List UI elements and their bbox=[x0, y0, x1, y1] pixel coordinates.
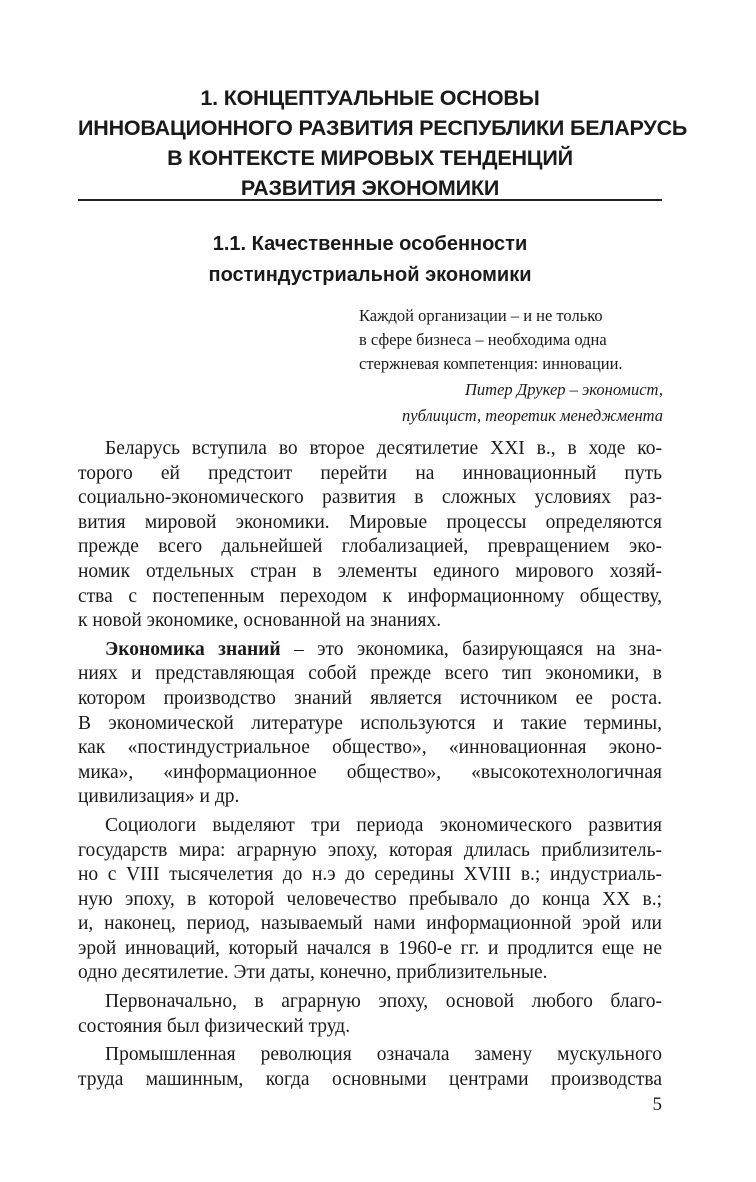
chapter-title bbox=[78, 83, 688, 203]
text-line: к новой экономике, основанной на знаниях. bbox=[78, 610, 442, 632]
text-line: как «постиндустриальное общество», «инновационная эконо- bbox=[78, 737, 662, 759]
text-line: прежде всего дальнейшей глобализацией, превращением эко- bbox=[78, 536, 662, 558]
paragraph bbox=[78, 638, 662, 810]
text-line: и, наконец, период, называемый нами информационной эрой или bbox=[78, 913, 662, 935]
text-line: В экономической литературе используются и такие термины, bbox=[78, 712, 662, 734]
text-line: ства с постепенным переходом к информационному обществу, bbox=[78, 585, 662, 607]
text-line: ниях и представляющая собой прежде всего тип экономики, в bbox=[78, 663, 662, 685]
text-fragment: – это экономика, базирующаяся на зна- bbox=[280, 638, 663, 660]
epigraph-quote-line: в сфере бизнеса – необходима одна bbox=[359, 330, 607, 349]
body-text bbox=[78, 437, 662, 1092]
paragraph bbox=[78, 990, 662, 1039]
text-line: эрой инноваций, который начался в 1960-е гг. и продлится еще не bbox=[78, 937, 662, 959]
epigraph-quote-line: Каждой организации – и не только bbox=[359, 306, 603, 325]
text-line: Беларусь вступила во второе десятилетие XXI в., в ходе ко- bbox=[105, 438, 662, 459]
text-line: государств мира: аграрную эпоху, которая длилась приблизитель- bbox=[78, 839, 662, 861]
paragraph bbox=[78, 814, 662, 986]
text-line: Промышленная революция означала замену мускульного bbox=[105, 1044, 662, 1066]
term-knowledge-economy: Экономика знаний bbox=[105, 638, 281, 660]
text-line: цивилизация» и др. bbox=[78, 786, 240, 808]
text-line: Первоначально, в аграрную эпоху, основой любого благо- bbox=[105, 991, 662, 1013]
text-line bbox=[78, 638, 662, 663]
chapter-title-line: 1. КОНЦЕПТУАЛЬНЫЕ ОСНОВЫ bbox=[200, 86, 540, 110]
epigraph-quote-line: стержневая компетенция: инновации. bbox=[359, 354, 623, 373]
text-line: одно десятилетие. Эти даты, конечно, приблизительные. bbox=[78, 962, 548, 984]
text-line: социально-экономического развития в сложных условиях раз- bbox=[78, 487, 662, 509]
section-title bbox=[78, 229, 662, 291]
chapter-title-line: РАЗВИТИЯ ЭКОНОМИКИ bbox=[240, 176, 500, 200]
title-divider bbox=[78, 199, 662, 201]
text-line: вития мировой экономики. Мировые процессы определяются bbox=[78, 511, 662, 533]
section-title-line: 1.1. Качественные особенности bbox=[212, 233, 528, 255]
text-line: Социологи выделяют три периода экономического развития bbox=[105, 814, 662, 836]
epigraph-author-line: Питер Друкер – экономист, bbox=[465, 380, 663, 399]
text-line: торого ей предстоит перейти на инновационный путь bbox=[78, 462, 662, 484]
page-number: 5 bbox=[652, 1094, 662, 1115]
text-line: мика», «информационное общество», «высокотехнологичная bbox=[78, 761, 662, 783]
paragraph bbox=[78, 437, 662, 634]
text-line: труда машинным, когда основными центрами производства bbox=[78, 1068, 662, 1090]
chapter-title-line: В КОНТЕКСТЕ МИРОВЫХ ТЕНДЕНЦИЙ bbox=[167, 146, 573, 170]
epigraph bbox=[359, 304, 663, 429]
section-title-line: постиндустриальной экономики bbox=[208, 264, 532, 286]
chapter-title-line: ИННОВАЦИОННОГО РАЗВИТИЯ РЕСПУБЛИКИ БЕЛАРУСЬ bbox=[78, 116, 688, 140]
text-line: но с VIII тысячелетия до н.э до середины XVIII в.; индустриаль- bbox=[78, 864, 662, 886]
text-line: котором производство знаний является источником ее роста. bbox=[78, 687, 662, 709]
text-line: номик отдельных стран в элементы единого мирового хозяй- bbox=[78, 560, 662, 582]
text-line: состояния был физический труд. bbox=[78, 1015, 351, 1037]
paragraph bbox=[78, 1043, 662, 1092]
epigraph-author-line: публицист, теоретик менеджмента bbox=[402, 406, 663, 425]
text-line: ную эпоху, в которой человечество пребывало до конца XX в.; bbox=[78, 888, 662, 910]
